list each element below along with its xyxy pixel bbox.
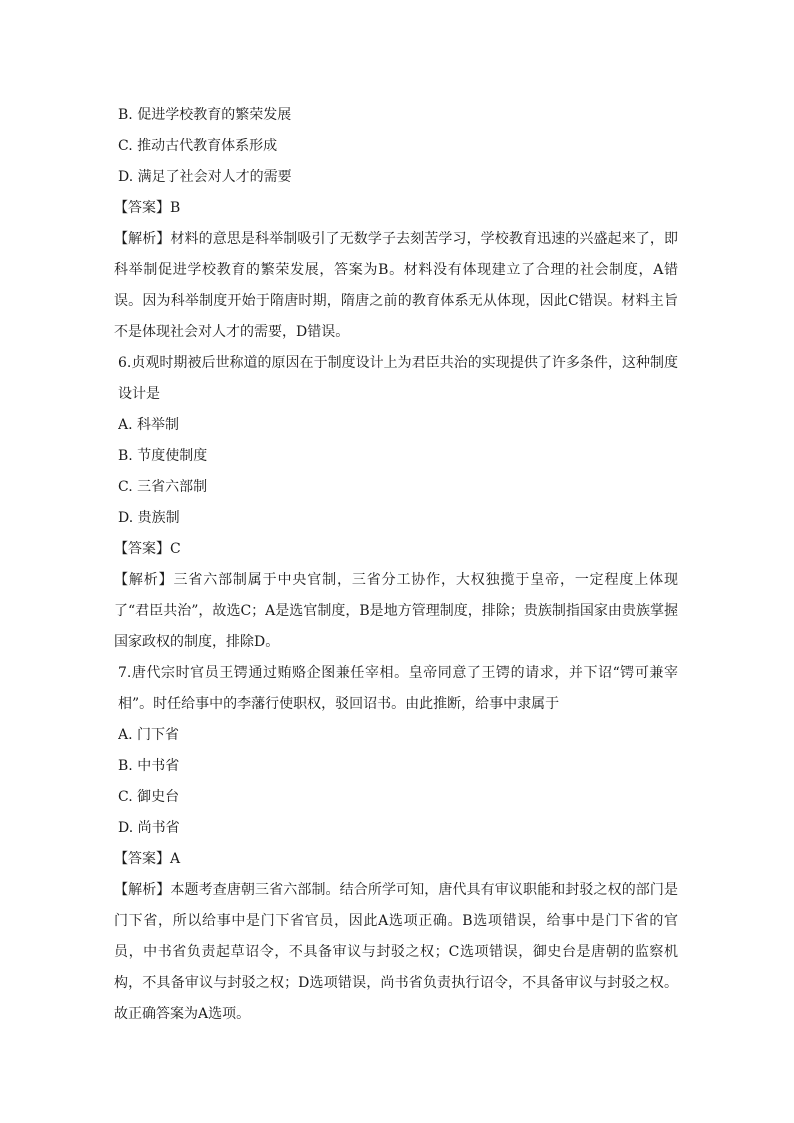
- q7-option-b: B. 中书省: [118, 758, 180, 774]
- q5-answer-value: B: [170, 200, 181, 216]
- q6-stem: 6.贞观时期被后世称道的原因在于制度设计上为君臣共治的实现提供了许多条件，这种制度设计是: [118, 355, 678, 402]
- q6-option-d: D. 贵族制: [118, 510, 180, 526]
- q7-answer-label: 【答案】: [114, 851, 170, 867]
- q5-answer-label: 【答案】: [114, 200, 170, 216]
- q7-option-a: A. 门下省: [118, 727, 180, 743]
- q7-analysis-text: 本题考查唐朝三省六部制。结合所学可知，唐代具有审议职能和封驳之权的部门是门下省，所以给事中是门下省官员，因此A选项正确。B选项错误，给事中是门下省的官员，中书省负责起草诏令，不具备审议与封驳之权；C选项错误，御史台是唐朝的监察机构，不具备审议与封驳之权；D选项错误，尚书省负责执行诏令，不具备审议与封驳之权。故正确答案为A选项。: [114, 882, 679, 1022]
- q6-analysis-label: 【解析】: [114, 572, 174, 588]
- q5-answer: [114, 193, 678, 224]
- q6-option-a: A. 科举制: [118, 417, 180, 433]
- q5-analysis: [114, 224, 678, 348]
- q7-stem: 7.唐代宗时官员王锷通过贿赂企图兼任宰相。皇帝同意了王锷的请求，并下诏“锷可兼宰相”。时任给事中的李藩行使职权，驳回诏书。由此推断，给事中隶属于: [118, 665, 678, 712]
- q7-answer-value: A: [170, 851, 181, 867]
- q6-answer-label: 【答案】: [114, 541, 170, 557]
- q6-option-c: C. 三省六部制: [118, 479, 208, 495]
- q5-option-d: D. 满足了社会对人才的需要: [118, 169, 292, 185]
- q7-answer: [114, 844, 678, 875]
- q5-option-c: C. 推动古代教育体系形成: [118, 138, 278, 154]
- q7-option-c: C. 御史台: [118, 789, 180, 805]
- q6-answer: [114, 534, 678, 565]
- q7-analysis-label: 【解析】: [114, 882, 171, 898]
- q6-analysis-text: 三省六部制属于中央官制，三省分工协作，大权独揽于皇帝，一定程度上体现了“君臣共治”，故选C；A是选官制度，B是地方管理制度，排除；贵族制指国家由贵族掌握国家政权的制度，排除D。: [114, 572, 679, 650]
- q6-analysis: [114, 565, 678, 658]
- q6-answer-value: C: [170, 541, 181, 557]
- document-page: [114, 100, 679, 1030]
- q5-option-b: B. 促进学校教育的繁荣发展: [118, 107, 292, 123]
- q6-option-b: B. 节度使制度: [118, 448, 208, 464]
- q5-analysis-label: 【解析】: [114, 231, 171, 247]
- q5-analysis-text: 材料的意思是科举制吸引了无数学子去刻苦学习，学校教育迅速的兴盛起来了，即科举制促进学校教育的繁荣发展，答案为B。材料没有体现建立了合理的社会制度，A错误。因为科举制度开始于隋唐时期，隋唐之前的教育体系无从体现，因此C错误。材料主旨不是体现社会对人才的需要，D错误。: [114, 231, 679, 340]
- q7-option-d: D. 尚书省: [118, 820, 180, 836]
- q7-analysis: [114, 875, 678, 1030]
